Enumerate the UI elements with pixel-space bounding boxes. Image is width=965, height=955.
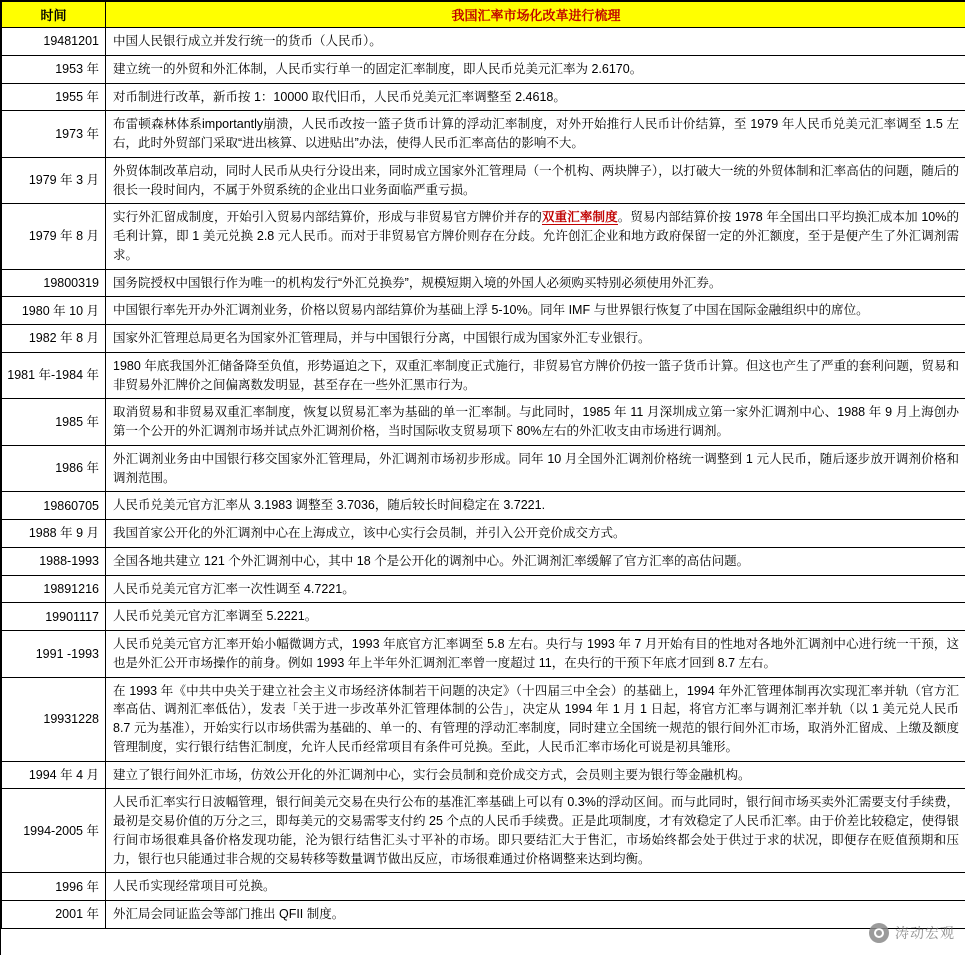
cell-time: 1981 年-1984 年 — [2, 352, 106, 399]
table-row — [2, 677, 965, 761]
cell-time: 1979 年 3 月 — [2, 157, 106, 204]
cell-description: 人民币汇率实行日波幅管理，银行间美元交易在央行公布的基准汇率基础上可以有 0.3%的浮动区间。而与此同时，银行间市场买卖外汇需要支付手续费，最初是交易价值的万分之三，即每美元的交易需零支付约 25 个点的人民币手续费。正是此项制度，才有效稳定了人民币汇率。由于价差比较稳定，使得银行间市场很难具备价格发现功能，沦为银行结售汇头寸平补的市场。即只要结汇大于售汇，市场始终都会处于供过于求的状况，即便存在贬值预期和压力，银行也只能通过非合规的交易转移等数量调节做出反应，市场很难通过价格调整来达到均衡。 — [106, 789, 965, 873]
cell-time: 1973 年 — [2, 111, 106, 158]
cell-time: 19860705 — [2, 492, 106, 520]
cell-description: 人民币兑美元官方汇率从 3.1983 调整至 3.7036，随后较长时间稳定在 3.7221. — [106, 492, 965, 520]
column-header-time: 时间 — [2, 2, 106, 28]
cell-time: 1986 年 — [2, 445, 106, 492]
table-row — [2, 111, 965, 158]
table-header — [2, 2, 965, 28]
cell-time: 1988-1993 — [2, 547, 106, 575]
column-header-title: 我国汇率市场化改革进行梳理 — [106, 2, 965, 28]
cell-description: 外汇调剂业务由中国银行移交国家外汇管理局，外汇调剂市场初步形成。同年 10 月全国外汇调剂价格统一调整到 1 元人民币，随后逐步放开调剂价格和调剂范围。 — [106, 445, 965, 492]
table-row — [2, 297, 965, 325]
table-row — [2, 547, 965, 575]
cell-time: 1994 年 4 月 — [2, 761, 106, 789]
table-row — [2, 520, 965, 548]
table-row — [2, 873, 965, 901]
cell-time: 1991 -1993 — [2, 631, 106, 678]
cell-description: 人民币兑美元官方汇率开始小幅微调方式，1993 年底官方汇率调至 5.8 左右。央行与 1993 年 7 月开始有目的性地对各地外汇调剂中心进行统一干预，这也是外汇公开市场操作的前身。例如 1993 年上半年外汇调剂汇率曾一度超过 11，在央行的干预下年底才回到 8.7 左右。 — [106, 631, 965, 678]
table-row — [2, 492, 965, 520]
cell-description: 取消贸易和非贸易双重汇率制度，恢复以贸易汇率为基础的单一汇率制。与此同时，1985 年 11 月深圳成立第一家外汇调剂中心、1988 年 9 月上海创办第一个公开的外汇调剂市场并试点外汇调剂价格，当时国际收支贸易项下 80%左右的外汇收支由市场进行调剂。 — [106, 399, 965, 446]
table-row — [2, 603, 965, 631]
cell-time: 19800319 — [2, 269, 106, 297]
cell-time: 1953 年 — [2, 55, 106, 83]
table-row — [2, 204, 965, 269]
cell-description: 在 1993 年《中共中央关于建立社会主义市场经济体制若干问题的决定》（十四届三中全会）的基础上，1994 年外汇管理体制再次实现汇率并轨（官方汇率高估、调剂汇率低估），发表「关于进一步改革外汇管理体制的公告」，决定从 1994 年 1 月 1 日起，将官方汇率与调剂汇率并轨（以 1 美元兑人民币 8.7 元为基准），开始实行以市场供需为基础的、单一的、有管理的浮动汇率制度，同时建立全国统一规范的银行间外汇市场，取消外汇留成、上缴及额度管理制度，实行银行结售汇制度，允许人民币经常项目有条件可兑换。至此，人民币汇率市场化可说是初具雏形。 — [106, 677, 965, 761]
cell-description: 中国人民银行成立并发行统一的货币（人民币）。 — [106, 28, 965, 56]
table-row — [2, 445, 965, 492]
table-row — [2, 157, 965, 204]
cell-description: 我国首家公开化的外汇调剂中心在上海成立，该中心实行会员制，并引入公开竞价成交方式。 — [106, 520, 965, 548]
cell-time: 1955 年 — [2, 83, 106, 111]
cell-description: 人民币实现经常项目可兑换。 — [106, 873, 965, 901]
table-row — [2, 631, 965, 678]
table-row — [2, 28, 965, 56]
cell-time: 19931228 — [2, 677, 106, 761]
cell-time: 2001 年 — [2, 901, 106, 929]
header-row — [2, 2, 965, 28]
cell-time: 1988 年 9 月 — [2, 520, 106, 548]
cell-time: 1994-2005 年 — [2, 789, 106, 873]
watermark-label: 涛动宏观 — [895, 925, 955, 941]
cell-time: 1996 年 — [2, 873, 106, 901]
cell-description: 建立统一的外贸和外汇体制，人民币实行单一的固定汇率制度，即人民币兑美元汇率为 2.6170。 — [106, 55, 965, 83]
cell-time: 1979 年 8 月 — [2, 204, 106, 269]
cell-description: 布雷顿森林体系importantly崩溃，人民币改按一篮子货币计算的浮动汇率制度，对外开始推行人民币计价结算，至 1979 年人民币兑美元汇率调至 1.5 左右，此时外贸部门采取“进出核算、以进贴出”办法，使得人民币汇率高估的影响不大。 — [106, 111, 965, 158]
timeline-table — [1, 1, 965, 929]
cell-description: 外贸体制改革启动，同时人民币从央行分设出来，同时成立国家外汇管理局（一个机构、两块牌子），以打破大一统的外贸体制和汇率高估的问题，随后的很长一段时间内，不属于外贸系统的企业出口业务面临严重亏损。 — [106, 157, 965, 204]
table-row — [2, 761, 965, 789]
cell-description: 对币制进行改革，新币按 1：10000 取代旧币，人民币兑美元汇率调整至 2.4618。 — [106, 83, 965, 111]
cell-description: 实行外汇留成制度，开始引入贸易内部结算价，形成与非贸易官方牌价并存的双重汇率制度。贸易内部结算价按 1978 年全国出口平均换汇成本加 10%的毛利计算，即 1 美元兑换 2.8 元人民币。而对于非贸易官方牌价则存在分歧。允许创汇企业和地方政府保留一定的外汇额度，至于是便产生了外汇调剂需求。 — [106, 204, 965, 269]
table-row — [2, 575, 965, 603]
table-row — [2, 269, 965, 297]
table-row — [2, 83, 965, 111]
emphasized-term: 双重汇率制度 — [542, 210, 618, 225]
table-row — [2, 399, 965, 446]
cell-description: 国家外汇管理总局更名为国家外汇管理局，并与中国银行分离，中国银行成为国家外汇专业银行。 — [106, 325, 965, 353]
cell-description: 国务院授权中国银行作为唯一的机构发行“外汇兑换券”，规模短期入境的外国人必须购买特别必须使用外汇券。 — [106, 269, 965, 297]
cell-time: 19481201 — [2, 28, 106, 56]
table-row — [2, 901, 965, 929]
cell-description: 人民币兑美元官方汇率调至 5.2221。 — [106, 603, 965, 631]
table-row — [2, 55, 965, 83]
cell-description: 建立了银行间外汇市场，仿效公开化的外汇调剂中心，实行会员制和竞价成交方式，会员则主要为银行等金融机构。 — [106, 761, 965, 789]
table-row — [2, 789, 965, 873]
cell-time: 1980 年 10 月 — [2, 297, 106, 325]
cell-time: 1985 年 — [2, 399, 106, 446]
table-row — [2, 352, 965, 399]
cell-description: 人民币兑美元官方汇率一次性调至 4.7221。 — [106, 575, 965, 603]
table-body — [2, 28, 965, 929]
cell-description: 1980 年底我国外汇储备降至负值，形势逼迫之下，双重汇率制度正式施行，非贸易官方牌价仍按一篮子货币计算。但这也产生了严重的套利问题，贸易和非贸易外汇牌价之间偏离数发明显，甚至存在一些外汇黑市行为。 — [106, 352, 965, 399]
cell-time: 19901117 — [2, 603, 106, 631]
cell-description: 中国银行率先开办外汇调剂业务，价格以贸易内部结算价为基础上浮 5-10%。同年 IMF 与世界银行恢复了中国在国际金融组织中的席位。 — [106, 297, 965, 325]
cell-time: 1982 年 8 月 — [2, 325, 106, 353]
table-row — [2, 325, 965, 353]
cell-description: 全国各地共建立 121 个外汇调剂中心，其中 18 个是公开化的调剂中心。外汇调剂汇率缓解了官方汇率的高估问题。 — [106, 547, 965, 575]
cell-time: 19891216 — [2, 575, 106, 603]
cell-description: 外汇局会同证监会等部门推出 QFII 制度。 — [106, 901, 965, 929]
